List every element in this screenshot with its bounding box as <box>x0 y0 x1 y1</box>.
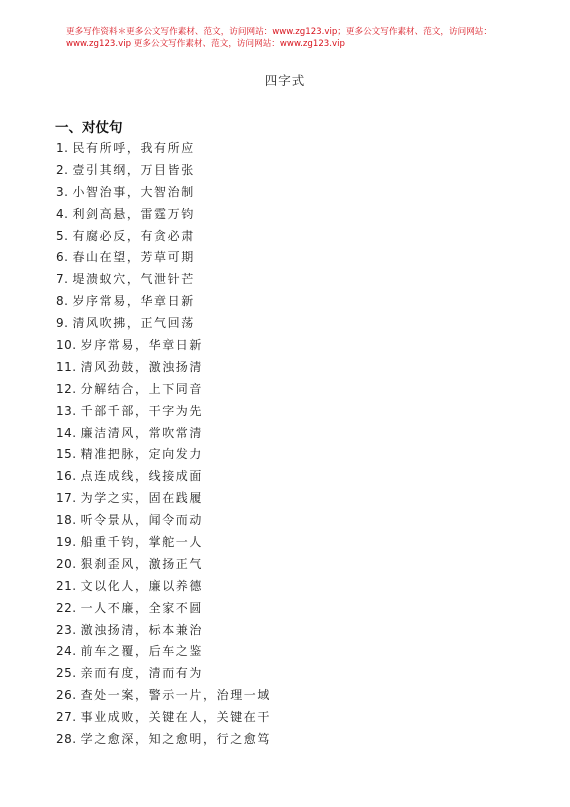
list-item-text: 廉洁清风，常吹常清 <box>80 425 203 440</box>
list-item <box>56 598 271 620</box>
list-item-text: 激浊扬清，标本兼治 <box>80 622 203 637</box>
list-item-text: 千部千部，干字为先 <box>80 403 203 418</box>
list-item <box>56 444 271 466</box>
list-item-number: 1. <box>56 141 69 155</box>
list-item <box>56 729 271 751</box>
list-item <box>56 401 271 423</box>
list-item-text: 为学之实，固在践履 <box>80 491 203 506</box>
list-item-number: 7. <box>56 272 69 287</box>
list-item-number: 16. <box>56 469 77 484</box>
list-item-number: 24. <box>56 644 77 659</box>
list-item-number: 28. <box>56 732 77 747</box>
list-item-text: 利剑高悬，雷霆万钧 <box>72 206 195 221</box>
list-item <box>56 685 271 707</box>
phrase-list <box>56 138 271 751</box>
list-item <box>56 707 271 729</box>
list-item-text: 文以化人，廉以养德 <box>80 578 203 593</box>
banner-line: 更多写作资料＊更多公文写作素材、范文，访问网站：www.zg123.vip；更多公文写作素材、范文，访问网站： <box>66 27 492 37</box>
list-item-text: 壹引其纲，万目皆张 <box>72 162 195 177</box>
list-item <box>56 247 271 269</box>
list-item-text: 有腐必反，有贪必肃 <box>72 228 195 243</box>
list-item-number: 14. <box>56 425 77 440</box>
list-item <box>56 554 271 576</box>
list-item-number: 13. <box>56 403 77 418</box>
list-item-text: 一人不廉，全家不圆 <box>80 600 203 615</box>
list-item-text: 事业成败，关键在人，关键在干 <box>80 710 271 725</box>
list-item-text: 岁序常易，华章日新 <box>72 294 195 309</box>
list-item-text: 听令景从，闻令而动 <box>80 513 203 528</box>
list-item-text: 清风吹拂，正气回荡 <box>72 316 195 331</box>
list-item-number: 4. <box>56 206 69 221</box>
list-item-number: 17. <box>56 491 77 506</box>
list-item-number: 8. <box>56 294 69 309</box>
list-item-number: 2. <box>56 162 69 177</box>
list-item-number: 19. <box>56 535 77 550</box>
list-item-text: 堤溃蚁穴，气泄针芒 <box>72 272 195 287</box>
list-item-number: 18. <box>56 513 77 528</box>
list-item-number: 11. <box>56 359 77 374</box>
list-item-number: 26. <box>56 688 77 703</box>
list-item <box>56 641 271 663</box>
list-item-number: 6. <box>56 250 69 265</box>
section-heading: 一、对仗句 <box>55 120 123 136</box>
list-item <box>56 663 271 685</box>
list-item <box>56 291 271 313</box>
list-item-number: 21. <box>56 578 77 593</box>
list-item-number: 10. <box>56 338 77 353</box>
list-item <box>56 576 271 598</box>
list-item-number: 15. <box>56 447 77 462</box>
list-item <box>56 313 271 335</box>
list-item-number: 9. <box>56 316 69 331</box>
list-item-number: 12. <box>56 381 77 396</box>
list-item <box>56 510 271 532</box>
list-item-text: 前车之覆，后车之鉴 <box>80 644 203 659</box>
list-item-text: 学之愈深，知之愈明，行之愈笃 <box>80 732 271 747</box>
list-item <box>56 379 271 401</box>
document-title: 四字式 <box>264 73 306 88</box>
list-item-text: 春山在望，芳草可期 <box>72 250 195 265</box>
list-item-number: 3. <box>56 184 69 199</box>
list-item <box>56 226 271 248</box>
list-item-number: 5. <box>56 228 69 243</box>
list-item-text: 船重千钧，掌舵一人 <box>80 535 203 550</box>
list-item <box>56 182 271 204</box>
list-item-number: 23. <box>56 622 77 637</box>
list-item <box>56 532 271 554</box>
list-item <box>56 204 271 226</box>
list-item <box>56 620 271 642</box>
list-item-text: 亲而有度，清而有为 <box>80 666 203 681</box>
list-item <box>56 488 271 510</box>
list-item-text: 清风劲鼓，激浊扬清 <box>80 359 203 374</box>
list-item <box>56 138 271 160</box>
list-item <box>56 160 271 182</box>
list-item-number: 27. <box>56 710 77 725</box>
list-item <box>56 423 271 445</box>
list-item <box>56 357 271 379</box>
list-item-text: 精准把脉，定向发力 <box>80 447 203 462</box>
list-item-text: 分解结合，上下同音 <box>80 381 203 396</box>
list-item-text: 狠刹歪风，激扬正气 <box>80 556 203 571</box>
list-item-number: 22. <box>56 600 77 615</box>
list-item-number: 25. <box>56 666 77 681</box>
list-item <box>56 335 271 357</box>
list-item-text: 岁序常易，华章日新 <box>80 338 203 353</box>
list-item <box>56 466 271 488</box>
list-item-text: 民有所呼，我有所应 <box>72 141 195 155</box>
list-item-text: 查处一案，警示一片，治理一域 <box>80 688 271 703</box>
list-item-number: 20. <box>56 556 77 571</box>
header-banner <box>66 27 516 50</box>
banner-line: www.zg123.vip 更多公文写作素材、范文，访问网站：www.zg123.vip <box>66 38 345 49</box>
list-item-text: 小智治事，大智治制 <box>72 184 195 199</box>
list-item-text: 点连成线，线接成面 <box>80 469 203 484</box>
list-item <box>56 269 271 291</box>
